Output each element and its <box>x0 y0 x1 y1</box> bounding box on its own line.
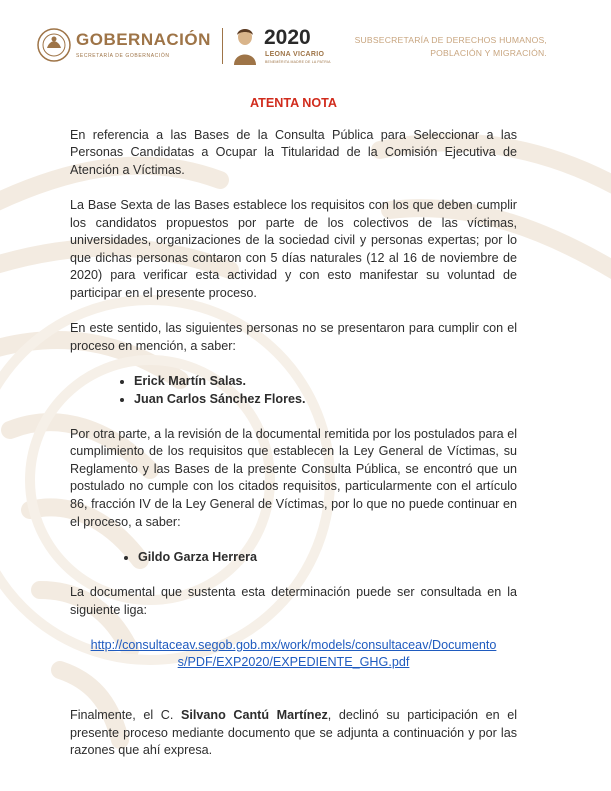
subsecretaria-label <box>355 34 547 60</box>
leona-vicario-subtitle: BENEMÉRITA MADRE DE LA PATRIA <box>265 60 331 64</box>
finally-person-name: Silvano Cantú Martínez <box>181 708 328 723</box>
paragraph-finally <box>70 707 517 760</box>
page-header <box>36 24 547 68</box>
header-divider <box>222 28 223 64</box>
paragraph-review: Por otra parte, a la revisión de la documental remitida por los postulados para el cumplimiento de los requisitos que establecen la Ley General de Víctimas, su Reglamento y las Bases de la presente Consulta Pública, se encontró que un postulado no cumple con los citados requisitos, particularmente con el artículo 86, fracción IV de la Ley General de Víctimas, por lo que no puede continuar en el proceso, a saber: <box>70 426 517 529</box>
non-compliant-list <box>70 549 517 567</box>
document-title: ATENTA NOTA <box>250 96 337 110</box>
finally-suffix: , declinó su participación en el presente proceso mediante documento que se adjunta a continuación y por las razones que ahí expresa. <box>70 708 517 758</box>
year-2020: 2020 <box>264 26 311 49</box>
paragraph-intro: En referencia a las Bases de la Consulta Pública para Seleccionar a las Personas Candidatas a Ocupar la Titularidad de la Comisión Ejecutiva de Atención a Víctimas. <box>70 127 517 177</box>
subsecretaria-line-2: POBLACIÓN Y MIGRACIÓN. <box>430 48 547 58</box>
expediente-link[interactable] <box>70 637 517 672</box>
link-line-2: s/PDF/EXP2020/EXPEDIENTE_GHG.pdf <box>177 655 410 670</box>
list-item: • Erick Martín Salas. <box>134 373 517 391</box>
subsecretaria-line-1: SUBSECRETARÍA DE DERECHOS HUMANOS, <box>354 35 547 45</box>
leona-vicario-portrait-icon <box>230 25 260 65</box>
mexico-seal-icon <box>36 26 72 64</box>
gobernacion-subtitle: SECRETARÍA DE GOBERNACIÓN <box>76 53 170 59</box>
link-line-1: http://consultaceav.segob.gob.mx/work/models/consultaceav/Documento <box>90 637 497 652</box>
paragraph-absent: En este sentido, las siguientes personas no se presentaron para cumplir con el proceso en mención, a saber: <box>70 321 517 353</box>
spacer <box>70 690 517 708</box>
leona-vicario-label: LEONA VICARIO <box>265 51 325 58</box>
list-item: • Juan Carlos Sánchez Flores. <box>134 391 517 409</box>
absent-persons-list <box>70 373 517 408</box>
document-body <box>70 95 517 778</box>
list-item: • Gildo Garza Herrera <box>138 549 517 567</box>
paragraph-base-sexta: La Base Sexta de las Bases establece los requisitos con los que deben cumplir los candidatos propuestos por parte de los colectivos de las víctimas, universidades, organizaciones de la sociedad civil y personas expertas; por lo que dichas personas contaron con 5 días naturales (12 al 16 de noviembre de 2020) para verificar esta actividad y con esto manifestar su voluntad de participar en el presente proceso. <box>70 197 517 300</box>
paragraph-documental: La documental que sustenta esta determinación puede ser consultada en la siguiente liga: <box>70 585 517 617</box>
gobernacion-title: GOBERNACIÓN <box>76 30 211 49</box>
finally-prefix: Finalmente, el C. <box>70 708 181 723</box>
